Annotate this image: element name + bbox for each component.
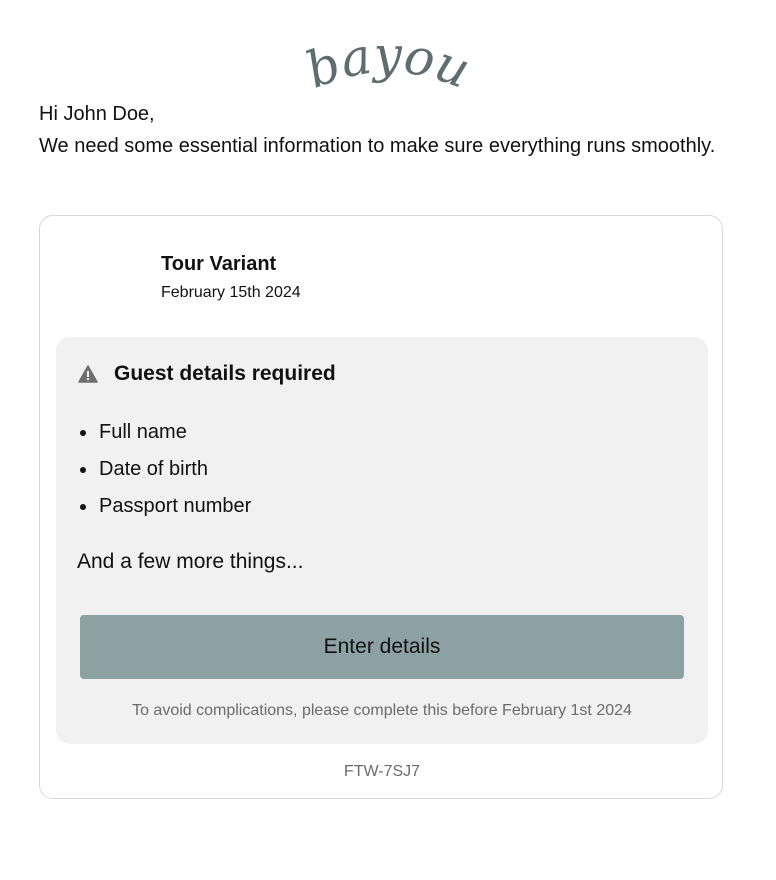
enter-details-button[interactable]: Enter details bbox=[80, 615, 684, 679]
brand-logo bbox=[0, 25, 776, 102]
greeting bbox=[39, 98, 729, 162]
booking-reference: FTW-7SJ7 bbox=[343, 763, 421, 780]
list-item: • Passport number bbox=[98, 488, 251, 525]
panel-header bbox=[78, 362, 336, 386]
tour-date: February 15th 2024 bbox=[161, 284, 301, 301]
more-things-text: And a few more things... bbox=[77, 550, 304, 573]
greeting-message: We need some essential information to make sure everything runs smoothly. bbox=[39, 135, 716, 157]
booking-card bbox=[39, 215, 723, 799]
bayou-logo bbox=[298, 25, 478, 100]
greeting-salutation: Hi John Doe, bbox=[39, 103, 155, 125]
deadline-note: To avoid complications, please complete this before February 1st 2024 bbox=[132, 702, 632, 719]
tour-name: Tour Variant bbox=[161, 253, 277, 275]
list-item: • Date of birth bbox=[98, 451, 251, 488]
panel-title: Guest details required bbox=[114, 362, 336, 385]
guest-details-panel bbox=[56, 337, 708, 744]
list-item: • Full name bbox=[98, 414, 251, 451]
warning-triangle-icon bbox=[78, 365, 98, 383]
logo-text: bayou bbox=[298, 25, 478, 100]
required-fields-list bbox=[78, 414, 251, 525]
